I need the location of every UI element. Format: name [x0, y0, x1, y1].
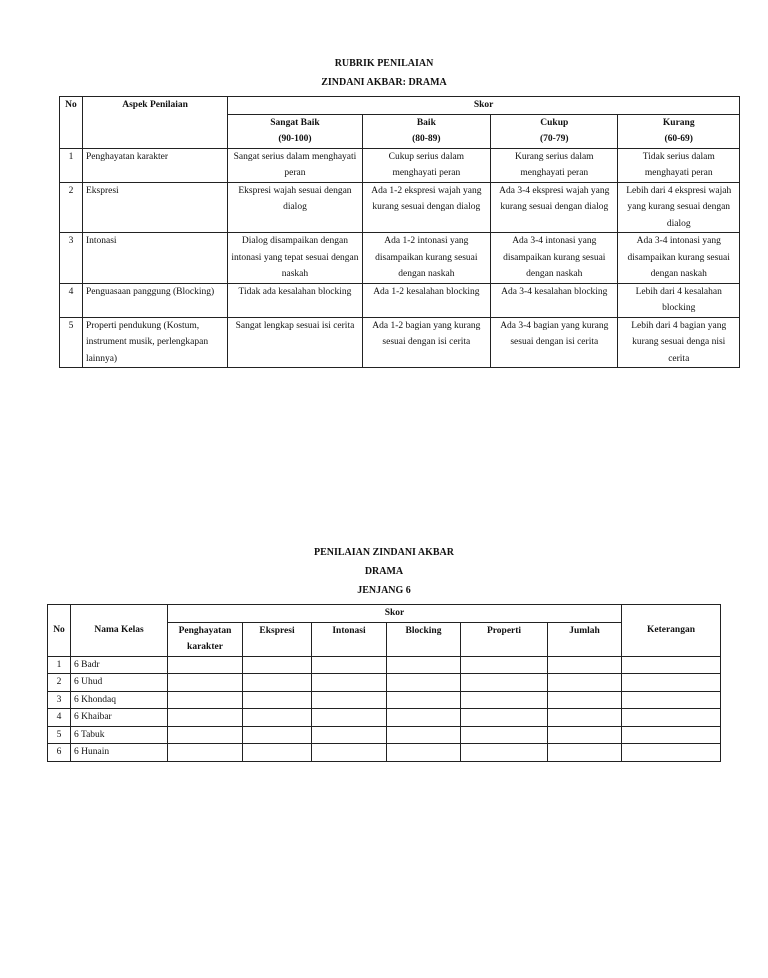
header-penghayatan: Penghayatan karakter — [168, 622, 243, 656]
score-blocking-cell[interactable] — [387, 744, 461, 762]
score-jumlah-cell[interactable] — [548, 726, 622, 744]
row-aspek: Penghayatan karakter — [82, 148, 227, 182]
level-range: (80-89) — [412, 134, 441, 144]
score-penghayatan-cell[interactable] — [168, 656, 243, 674]
level-range: (90-100) — [278, 134, 312, 144]
score-properti-cell[interactable] — [461, 656, 548, 674]
header-skor: Skor — [228, 97, 740, 115]
score-row — [48, 744, 721, 762]
score-properti-cell[interactable] — [461, 691, 548, 709]
keterangan-cell[interactable] — [622, 674, 721, 692]
row-cell: Lebih dari 4 bagian yang kurang sesuai denga nisi cerita — [618, 317, 740, 368]
header-level-kurang — [618, 114, 740, 148]
score-table — [47, 604, 721, 762]
penilaian-jenjang: JENJANG 6 — [357, 585, 411, 596]
header-level-sangat-baik — [228, 114, 362, 148]
rubric-row — [60, 148, 740, 182]
row-no: 3 — [60, 233, 83, 284]
row-no: 3 — [48, 691, 71, 709]
score-jumlah-cell[interactable] — [548, 744, 622, 762]
row-cell: Ada 1-2 bagian yang kurang sesuai dengan isi cerita — [362, 317, 490, 368]
row-cell: Lebih dari 4 ekspresi wajah yang kurang sesuai dengan dialog — [618, 182, 740, 233]
row-cell: Ada 3-4 bagian yang kurang sesuai dengan isi cerita — [491, 317, 618, 368]
score-penghayatan-cell[interactable] — [168, 674, 243, 692]
score-blocking-cell[interactable] — [387, 674, 461, 692]
row-aspek: Intonasi — [82, 233, 227, 284]
row-kelas: 6 Uhud — [71, 674, 168, 692]
rubric-subtitle: ZINDANI AKBAR: DRAMA — [321, 77, 447, 88]
row-cell: Tidak ada kesalahan blocking — [228, 283, 362, 317]
header-skor: Skor — [168, 605, 622, 623]
score-jumlah-cell[interactable] — [548, 709, 622, 727]
score-ekspresi-cell[interactable] — [243, 656, 312, 674]
score-blocking-cell[interactable] — [387, 691, 461, 709]
row-no: 4 — [48, 709, 71, 727]
row-kelas: 6 Badr — [71, 656, 168, 674]
row-cell: Ada 3-4 kesalahan blocking — [491, 283, 618, 317]
row-cell: Ada 1-2 kesalahan blocking — [362, 283, 490, 317]
score-penghayatan-cell[interactable] — [168, 709, 243, 727]
row-cell: Lebih dari 4 kesalahan blocking — [618, 283, 740, 317]
level-label: Kurang — [662, 117, 695, 128]
rubric-row — [60, 317, 740, 368]
score-intonasi-cell[interactable] — [312, 744, 387, 762]
score-penghayatan-cell[interactable] — [168, 726, 243, 744]
score-intonasi-cell[interactable] — [312, 656, 387, 674]
row-cell: Sangat serius dalam menghayati peran — [228, 148, 362, 182]
score-row — [48, 691, 721, 709]
score-ekspresi-cell[interactable] — [243, 744, 312, 762]
keterangan-cell[interactable] — [622, 691, 721, 709]
header-jumlah: Jumlah — [548, 622, 622, 656]
score-properti-cell[interactable] — [461, 674, 548, 692]
row-kelas: 6 Hunain — [71, 744, 168, 762]
header-aspek: Aspek Penilaian — [82, 97, 227, 149]
penilaian-subtitle: DRAMA — [364, 566, 404, 577]
row-aspek: Ekspresi — [82, 182, 227, 233]
level-label: Baik — [416, 117, 436, 128]
row-no: 2 — [60, 182, 83, 233]
row-no: 1 — [60, 148, 83, 182]
header-level-baik — [362, 114, 490, 148]
row-aspek: Properti pendukung (Kostum, instrument musik, perlengkapan lainnya) — [82, 317, 227, 368]
rubric-title: RUBRIK PENILAIAN — [334, 58, 434, 69]
header-no: No — [48, 605, 71, 657]
row-cell: Ada 1-2 ekspresi wajah yang kurang sesuai dengan dialog — [362, 182, 490, 233]
score-row — [48, 726, 721, 744]
row-cell: Ada 3-4 intonasi yang disampaikan kurang sesuai dengan naskah — [618, 233, 740, 284]
row-kelas: 6 Khondaq — [71, 691, 168, 709]
rubric-row — [60, 233, 740, 284]
keterangan-cell[interactable] — [622, 744, 721, 762]
row-cell: Dialog disampaikan dengan intonasi yang tepat sesuai dengan naskah — [228, 233, 362, 284]
header-ekspresi: Ekspresi — [243, 622, 312, 656]
header-blocking: Blocking — [387, 622, 461, 656]
row-no: 5 — [60, 317, 83, 368]
score-properti-cell[interactable] — [461, 709, 548, 727]
level-range: (60-69) — [664, 134, 693, 144]
rubric-row — [60, 283, 740, 317]
score-row — [48, 674, 721, 692]
header-no: No — [60, 97, 83, 149]
row-cell: Tidak serius dalam menghayati peran — [618, 148, 740, 182]
level-label: Sangat Baik — [270, 117, 320, 128]
row-aspek: Penguasaan panggung (Blocking) — [82, 283, 227, 317]
row-cell: Cukup serius dalam menghayati peran — [362, 148, 490, 182]
score-jumlah-cell[interactable] — [548, 674, 622, 692]
score-intonasi-cell[interactable] — [312, 674, 387, 692]
row-no: 1 — [48, 656, 71, 674]
row-no: 4 — [60, 283, 83, 317]
score-ekspresi-cell[interactable] — [243, 691, 312, 709]
row-no: 5 — [48, 726, 71, 744]
score-ekspresi-cell[interactable] — [243, 709, 312, 727]
score-intonasi-cell[interactable] — [312, 691, 387, 709]
row-cell: Ada 1-2 intonasi yang disampaikan kurang sesuai dengan naskah — [362, 233, 490, 284]
score-intonasi-cell[interactable] — [312, 709, 387, 727]
score-blocking-cell[interactable] — [387, 709, 461, 727]
header-level-cukup — [491, 114, 618, 148]
row-cell: Kurang serius dalam menghayati peran — [491, 148, 618, 182]
header-keterangan: Keterangan — [622, 605, 721, 657]
rubric-table — [59, 96, 740, 368]
score-jumlah-cell[interactable] — [548, 691, 622, 709]
row-cell: Sangat lengkap sesuai isi cerita — [228, 317, 362, 368]
score-blocking-cell[interactable] — [387, 656, 461, 674]
keterangan-cell[interactable] — [622, 709, 721, 727]
score-row — [48, 656, 721, 674]
keterangan-cell[interactable] — [622, 656, 721, 674]
row-kelas: 6 Tabuk — [71, 726, 168, 744]
score-jumlah-cell[interactable] — [548, 656, 622, 674]
row-no: 2 — [48, 674, 71, 692]
header-kelas: Nama Kelas — [71, 605, 168, 657]
score-properti-cell[interactable] — [461, 726, 548, 744]
score-properti-cell[interactable] — [461, 744, 548, 762]
row-cell: Ekspresi wajah sesuai dengan dialog — [228, 182, 362, 233]
score-penghayatan-cell[interactable] — [168, 744, 243, 762]
row-cell: Ada 3-4 ekspresi wajah yang kurang sesuai dengan dialog — [491, 182, 618, 233]
keterangan-cell[interactable] — [622, 726, 721, 744]
score-blocking-cell[interactable] — [387, 726, 461, 744]
header-intonasi: Intonasi — [312, 622, 387, 656]
score-penghayatan-cell[interactable] — [168, 691, 243, 709]
penilaian-title: PENILAIAN ZINDANI AKBAR — [313, 547, 455, 558]
level-range: (70-79) — [540, 134, 569, 144]
level-label: Cukup — [540, 117, 569, 128]
header-properti: Properti — [461, 622, 548, 656]
row-cell: Ada 3-4 intonasi yang disampaikan kurang sesuai dengan naskah — [491, 233, 618, 284]
score-ekspresi-cell[interactable] — [243, 726, 312, 744]
score-row — [48, 709, 721, 727]
row-kelas: 6 Khaibar — [71, 709, 168, 727]
score-ekspresi-cell[interactable] — [243, 674, 312, 692]
score-intonasi-cell[interactable] — [312, 726, 387, 744]
rubric-row — [60, 182, 740, 233]
row-no: 6 — [48, 744, 71, 762]
